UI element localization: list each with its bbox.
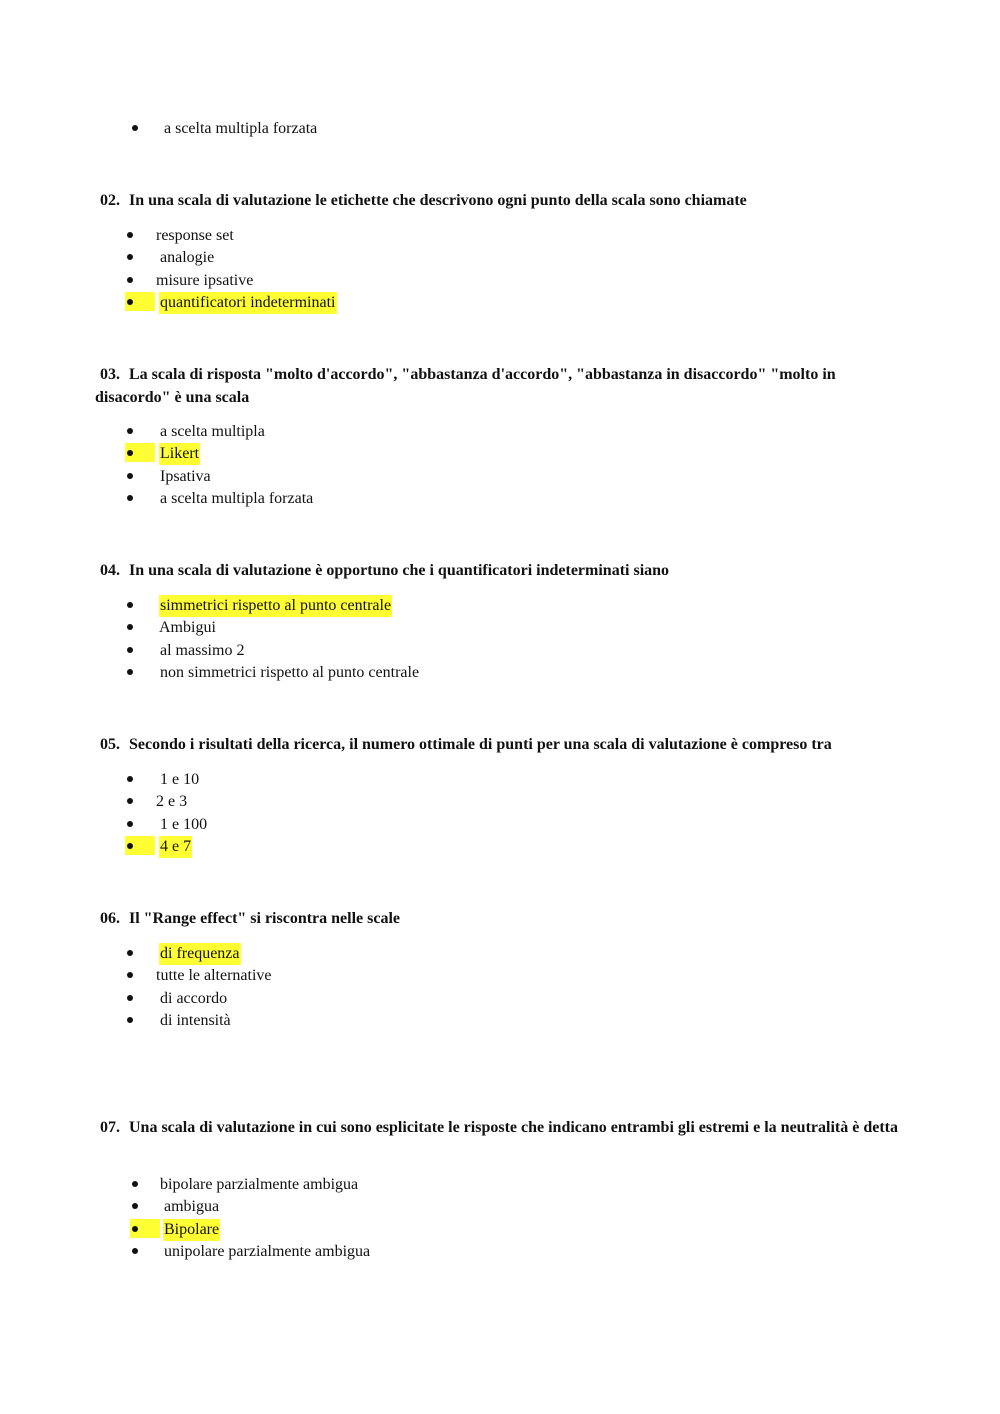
option-item	[125, 814, 525, 836]
bullet-icon	[125, 247, 155, 266]
bullet-icon	[125, 466, 155, 485]
bullet-icon	[125, 943, 155, 962]
option-text: 2 e 3	[156, 793, 188, 811]
question-number: 04.	[100, 562, 120, 579]
option-item	[130, 1196, 530, 1218]
option-item	[130, 118, 530, 140]
option-text: al massimo 2	[160, 641, 245, 659]
option-item	[125, 247, 525, 269]
bullet-icon	[130, 1241, 160, 1260]
question-number: 03.	[100, 366, 120, 383]
option-item	[125, 225, 525, 247]
option-item-correct	[125, 595, 525, 617]
option-text: ambigua	[164, 1198, 220, 1216]
option-item	[125, 640, 525, 662]
option-item	[130, 1174, 530, 1196]
bullet-icon	[125, 769, 155, 788]
option-item-correct	[130, 1219, 530, 1241]
question-text: Il "Range effect" si riscontra nelle scale	[129, 910, 401, 927]
question-06	[95, 907, 915, 930]
option-item	[125, 662, 525, 684]
question-number: 07.	[100, 1119, 120, 1136]
option-text: unipolare parzialmente ambigua	[164, 1242, 371, 1260]
bullet-icon	[125, 421, 155, 440]
option-text: bipolare parzialmente ambigua	[160, 1176, 359, 1193]
option-text: di frequenza	[159, 943, 241, 965]
bullet-icon	[125, 814, 155, 833]
bullet-icon	[125, 988, 155, 1007]
option-text: response set	[156, 227, 234, 244]
option-text: a scelta multipla forzata	[164, 120, 318, 137]
option-text: a scelta multipla	[160, 423, 265, 440]
option-text: a scelta multipla forzata	[160, 489, 314, 507]
bullet-icon	[125, 1010, 155, 1029]
q05-options	[125, 769, 525, 858]
option-text: simmetrici rispetto al punto centrale	[159, 595, 392, 617]
option-item	[125, 988, 525, 1010]
bullet-icon	[125, 791, 155, 810]
bullet-icon	[125, 270, 155, 289]
option-text: Ipsativa	[160, 467, 211, 485]
option-item-correct	[125, 943, 525, 965]
option-item	[125, 791, 525, 813]
option-text: 1 e 10	[160, 771, 200, 788]
question-text: La scala di risposta "molto d'accordo", "abbastanza d'accordo", "abbastanza in disaccordo" "molto in disacordo" è una scala	[95, 366, 836, 406]
q01-options	[130, 118, 530, 140]
question-number: 06.	[100, 910, 120, 927]
option-text: Likert	[159, 443, 200, 465]
bullet-icon	[125, 225, 155, 244]
bullet-icon	[125, 595, 155, 614]
bullet-icon	[125, 965, 155, 984]
bullet-icon	[130, 118, 160, 137]
option-text: Bipolare	[163, 1219, 220, 1241]
bullet-icon	[125, 488, 155, 507]
question-text: In una scala di valutazione è opportuno che i quantificatori indeterminati siano	[129, 562, 670, 579]
option-text: di accordo	[160, 989, 228, 1007]
bullet-icon	[125, 836, 155, 855]
q07-options	[130, 1174, 530, 1263]
question-07	[95, 1116, 915, 1139]
option-text: non simmetrici rispetto al punto centrale	[160, 663, 420, 681]
option-text: misure ipsative	[156, 271, 254, 289]
bullet-icon	[130, 1219, 160, 1238]
q04-options	[125, 595, 525, 684]
option-item	[125, 617, 525, 639]
option-text: di intensità	[160, 1011, 231, 1029]
question-text: In una scala di valutazione le etichette che descrivono ogni punto della scala sono chiamate	[129, 192, 747, 209]
option-item	[125, 965, 525, 987]
bullet-icon	[130, 1196, 160, 1215]
option-text: 4 e 7	[159, 836, 192, 858]
q03-options	[125, 421, 525, 510]
question-03	[95, 363, 915, 409]
bullet-icon	[125, 292, 155, 311]
bullet-icon	[125, 443, 155, 462]
option-item-correct	[125, 443, 525, 465]
bullet-icon	[125, 617, 155, 636]
option-item	[125, 421, 525, 443]
question-text: Una scala di valutazione in cui sono esplicitate le risposte che indicano entrambi gli estremi e la neutralità è detta	[129, 1119, 898, 1136]
q06-options	[125, 943, 525, 1032]
bullet-icon	[130, 1174, 160, 1193]
option-text: analogie	[160, 249, 215, 267]
option-item-correct	[125, 292, 525, 314]
option-item-correct	[125, 836, 525, 858]
question-number: 02.	[100, 192, 120, 209]
q02-options	[125, 225, 525, 314]
option-item	[125, 1010, 525, 1032]
option-text: tutte le alternative	[156, 967, 272, 985]
option-item	[125, 270, 525, 292]
bullet-icon	[125, 662, 155, 681]
option-item	[125, 769, 525, 791]
question-number: 05.	[100, 736, 120, 753]
bullet-icon	[125, 640, 155, 659]
option-text: 1 e 100	[160, 815, 208, 833]
option-text: Ambigui	[159, 619, 216, 637]
question-05	[95, 733, 915, 756]
option-item	[130, 1241, 530, 1263]
question-04	[95, 559, 915, 582]
option-item	[125, 466, 525, 488]
question-02	[95, 189, 915, 212]
option-text: quantificatori indeterminati	[159, 292, 337, 314]
option-item	[125, 488, 525, 510]
question-text: Secondo i risultati della ricerca, il numero ottimale di punti per una scala di valutazione è compreso tra	[129, 736, 832, 753]
